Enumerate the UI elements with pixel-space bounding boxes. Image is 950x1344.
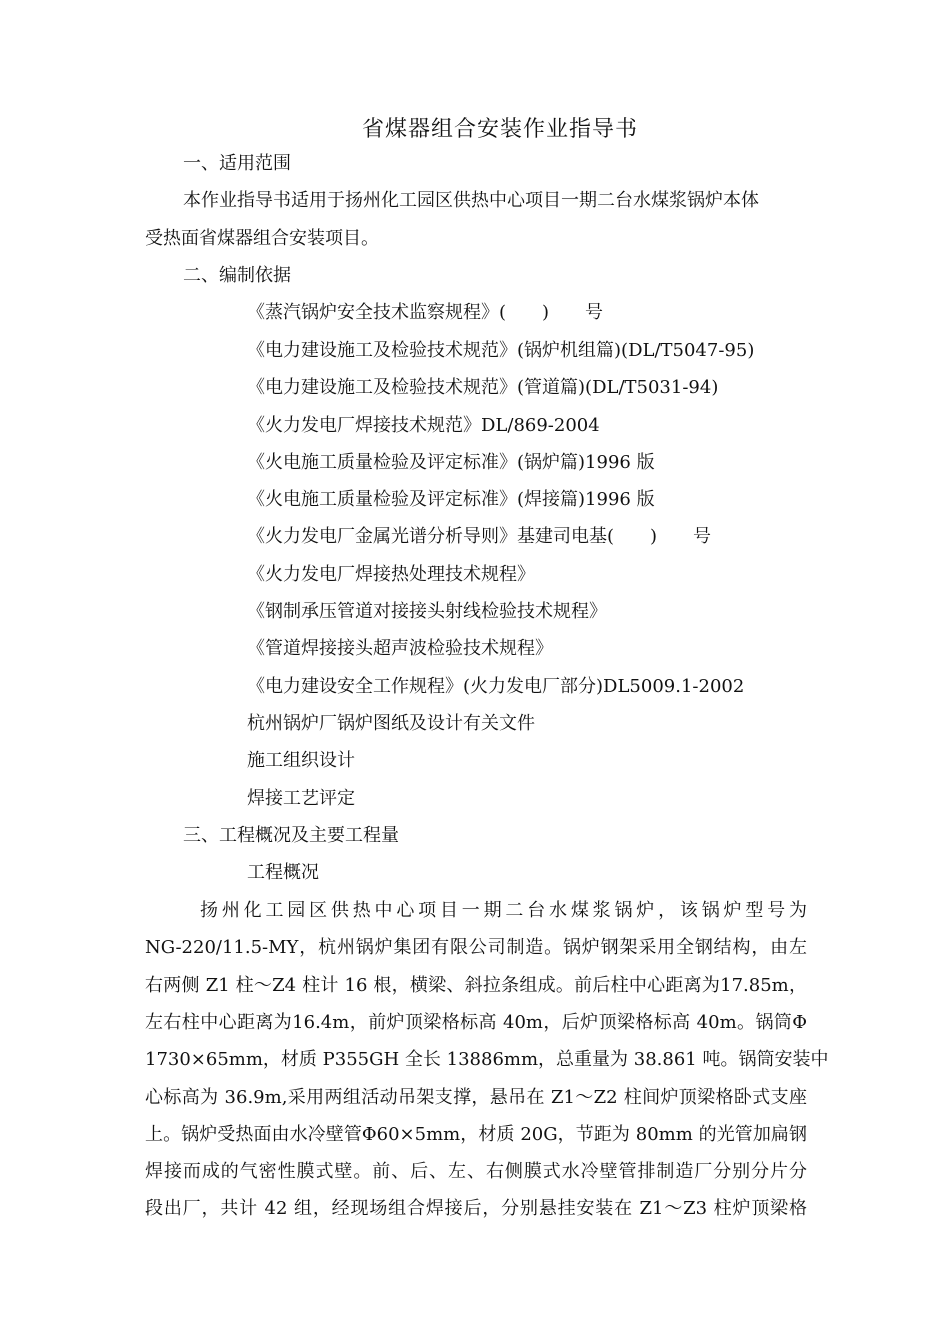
- reference-item: 焊接工艺评定: [247, 788, 355, 809]
- paragraph-line: 焊接而成的气密性膜式壁。前、后、左、右侧膜式水冷壁管排制造厂分别分片分: [145, 1161, 807, 1182]
- document-title: 省煤器组合安装作业指导书: [361, 117, 638, 142]
- paragraph-line: 扬州化工园区供热中心项目一期二台水煤浆锅炉，该锅炉型号为: [200, 900, 807, 921]
- subsection-heading: 工程概况: [247, 862, 319, 883]
- reference-item: 杭州锅炉厂锅炉图纸及设计有关文件: [247, 713, 535, 734]
- reference-item: 《钢制承压管道对接接头射线检验技术规程》: [247, 601, 607, 622]
- reference-item: 《管道焊接接头超声波检验技术规程》: [247, 638, 553, 659]
- paragraph-line: 心标高为 36.9m,采用两组活动吊架支撑，悬吊在 Z1～Z2 柱间炉顶梁格卧式支座: [145, 1087, 807, 1108]
- paragraph-line: 左右柱中心距离为16.4m，前炉顶梁格标高 40m，后炉顶梁格标高 40m。锅筒Φ: [145, 1012, 807, 1033]
- paragraph-line: NG-220/11.5-MY，杭州锅炉集团有限公司制造。锅炉钢架采用全钢结构，由左: [145, 937, 807, 958]
- reference-item: 《火电施工质量检验及评定标准》(焊接篇)1996 版: [247, 489, 655, 510]
- paragraph-line: 本作业指导书适用于扬州化工园区供热中心项目一期二台水煤浆锅炉本体: [183, 190, 759, 211]
- reference-item: 《火电施工质量检验及评定标准》(锅炉篇)1996 版: [247, 452, 655, 473]
- paragraph-line: 受热面省煤器组合安装项目。: [145, 228, 379, 249]
- reference-item: 《火力发电厂焊接技术规范》DL/869-2004: [247, 415, 600, 436]
- reference-item: 《电力建设施工及检验技术规范》(锅炉机组篇)(DL/T5047-95): [247, 340, 755, 361]
- paragraph-line: 右两侧 Z1 柱～Z4 柱计 16 根，横梁、斜拉条组成。前后柱中心距离为17.85m，: [145, 975, 807, 996]
- reference-item: 《火力发电厂焊接热处理技术规程》: [247, 564, 535, 585]
- paragraph-line: 段出厂，共计 42 组，经现场组合焊接后，分别悬挂安装在 Z1～Z3 柱炉顶梁格: [145, 1198, 807, 1219]
- reference-item: 施工组织设计: [247, 750, 355, 771]
- reference-item: 《蒸汽锅炉安全技术监察规程》( ) 号: [247, 302, 604, 323]
- reference-item: 《火力发电厂金属光谱分析导则》基建司电基( ) 号: [247, 526, 712, 547]
- reference-item: 《电力建设安全工作规程》(火力发电厂部分)DL5009.1-2002: [247, 676, 745, 697]
- section-heading-basis: 二、编制依据: [183, 265, 291, 286]
- section-heading-scope: 一、适用范围: [183, 153, 291, 174]
- paragraph-line: 1730×65mm，材质 P355GH 全长 13886mm，总重量为 38.861 吨。锅筒安装中: [145, 1049, 829, 1070]
- reference-item: 《电力建设施工及检验技术规范》(管道篇)(DL/T5031-94): [247, 377, 719, 398]
- paragraph-line: 上。锅炉受热面由水冷壁管Φ60×5mm，材质 20G，节距为 80mm 的光管加扁钢: [145, 1124, 807, 1145]
- section-heading-overview: 三、工程概况及主要工程量: [183, 825, 399, 846]
